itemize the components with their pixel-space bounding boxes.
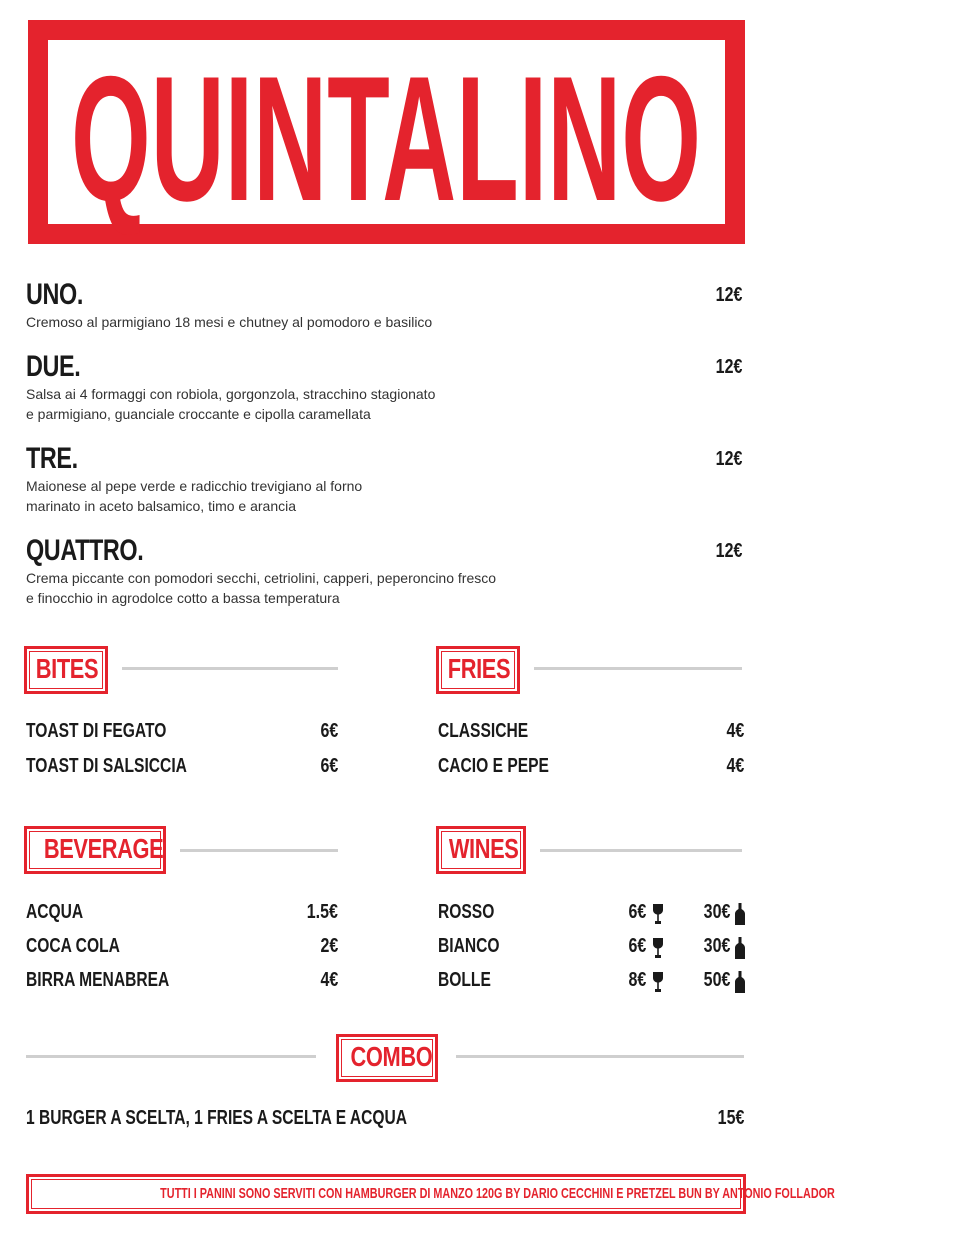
wine-glass-icon — [652, 971, 664, 993]
burger-uno — [26, 278, 746, 338]
section-title: BITES — [35, 653, 99, 684]
menu-item-name: CACIO E PEPE — [438, 755, 549, 777]
menu-item-name: BOLLE — [438, 969, 491, 991]
burger-description: Salsa ai 4 formaggi con robiola, gorgonzola, stracchino stagionato e parmigiano, guanciale croccante e cipolla caramellata — [26, 386, 436, 422]
footer-note: TUTTI I PANINI SONO SERVITI CON HAMBURGER DI MANZO 120G BY DARIO CECCHINI E PRETZEL BUN BY ANTONIO FOLLADOR — [160, 1185, 835, 1202]
wine-glass-icon — [652, 937, 664, 959]
menu-item-name: BIANCO — [438, 935, 500, 957]
burger-description: Cremoso al parmigiano 18 mesi e chutney al pomodoro e basilico — [26, 314, 433, 330]
brand-name: QUINTALINO — [71, 39, 701, 238]
burger-price: 12€ — [715, 356, 742, 378]
burger-price: 12€ — [715, 284, 742, 306]
burger-price: 12€ — [715, 540, 742, 562]
glass-price: 6€ — [628, 901, 646, 923]
menu-item-price: 1.5€ — [306, 901, 338, 923]
burger-name: UNO. — [26, 278, 83, 311]
glass-price: 8€ — [628, 969, 646, 991]
menu-item-price: 2€ — [320, 935, 338, 957]
section-title: COMBO — [350, 1041, 433, 1072]
menu-item-name: CLASSICHE — [438, 720, 529, 742]
bottle-price: 30€ — [703, 901, 730, 923]
bottle-icon — [734, 971, 746, 993]
section-divider — [540, 849, 742, 852]
menu-item-name: BIRRA MENABREA — [26, 969, 170, 991]
wines-section-badge — [436, 826, 526, 874]
burger-due — [26, 350, 746, 430]
brand-logo — [48, 39, 725, 238]
logo-panel — [48, 39, 725, 238]
section-title: BEVERAGE — [43, 833, 164, 864]
menu-item-name: COCA COLA — [26, 935, 120, 957]
burger-quattro — [26, 534, 746, 614]
section-divider — [122, 667, 338, 670]
combo-description: 1 BURGER A SCELTA, 1 FRIES A SCELTA E ACQUA — [26, 1107, 408, 1129]
logo-frame — [28, 20, 745, 244]
menu-item-price: 4€ — [320, 969, 338, 991]
section-divider — [534, 667, 742, 670]
section-divider — [26, 1055, 316, 1058]
section-title: FRIES — [447, 653, 511, 684]
section-divider — [456, 1055, 744, 1058]
burger-price: 12€ — [715, 448, 742, 470]
bottle-price: 30€ — [703, 935, 730, 957]
menu-item-price: 4€ — [726, 755, 744, 777]
burger-name: QUATTRO. — [26, 534, 144, 567]
combo-section-badge — [336, 1034, 438, 1082]
beverage-section-badge — [24, 826, 166, 874]
burger-name: TRE. — [26, 442, 78, 475]
menu-item-price: 4€ — [726, 720, 744, 742]
burger-description: Maionese al pepe verde e radicchio trevigiano al forno marinato in aceto balsamico, timo e arancia — [26, 478, 363, 514]
burger-tre — [26, 442, 746, 522]
menu-item-price: 6€ — [320, 755, 338, 777]
section-title: WINES — [448, 833, 519, 864]
menu-item-name: TOAST DI FEGATO — [26, 720, 167, 742]
burger-description: Crema piccante con pomodori secchi, cetriolini, capperi, peperoncino fresco e finocchio in agrodolce cotto a bassa temperatura — [26, 570, 497, 606]
bottle-icon — [734, 903, 746, 925]
section-divider — [180, 849, 338, 852]
bites-section-badge — [24, 646, 108, 694]
fries-section-badge — [436, 646, 520, 694]
burger-name: DUE. — [26, 350, 81, 383]
combo-price: 15€ — [717, 1107, 744, 1129]
menu-item-name: ACQUA — [26, 901, 84, 923]
bottle-icon — [734, 937, 746, 959]
wine-glass-icon — [652, 903, 664, 925]
menu-item-name: ROSSO — [438, 901, 495, 923]
footer-banner — [26, 1174, 835, 1214]
menu-item-name: TOAST DI SALSICCIA — [26, 755, 187, 777]
glass-price: 6€ — [628, 935, 646, 957]
menu-item-price: 6€ — [320, 720, 338, 742]
bottle-price: 50€ — [703, 969, 730, 991]
